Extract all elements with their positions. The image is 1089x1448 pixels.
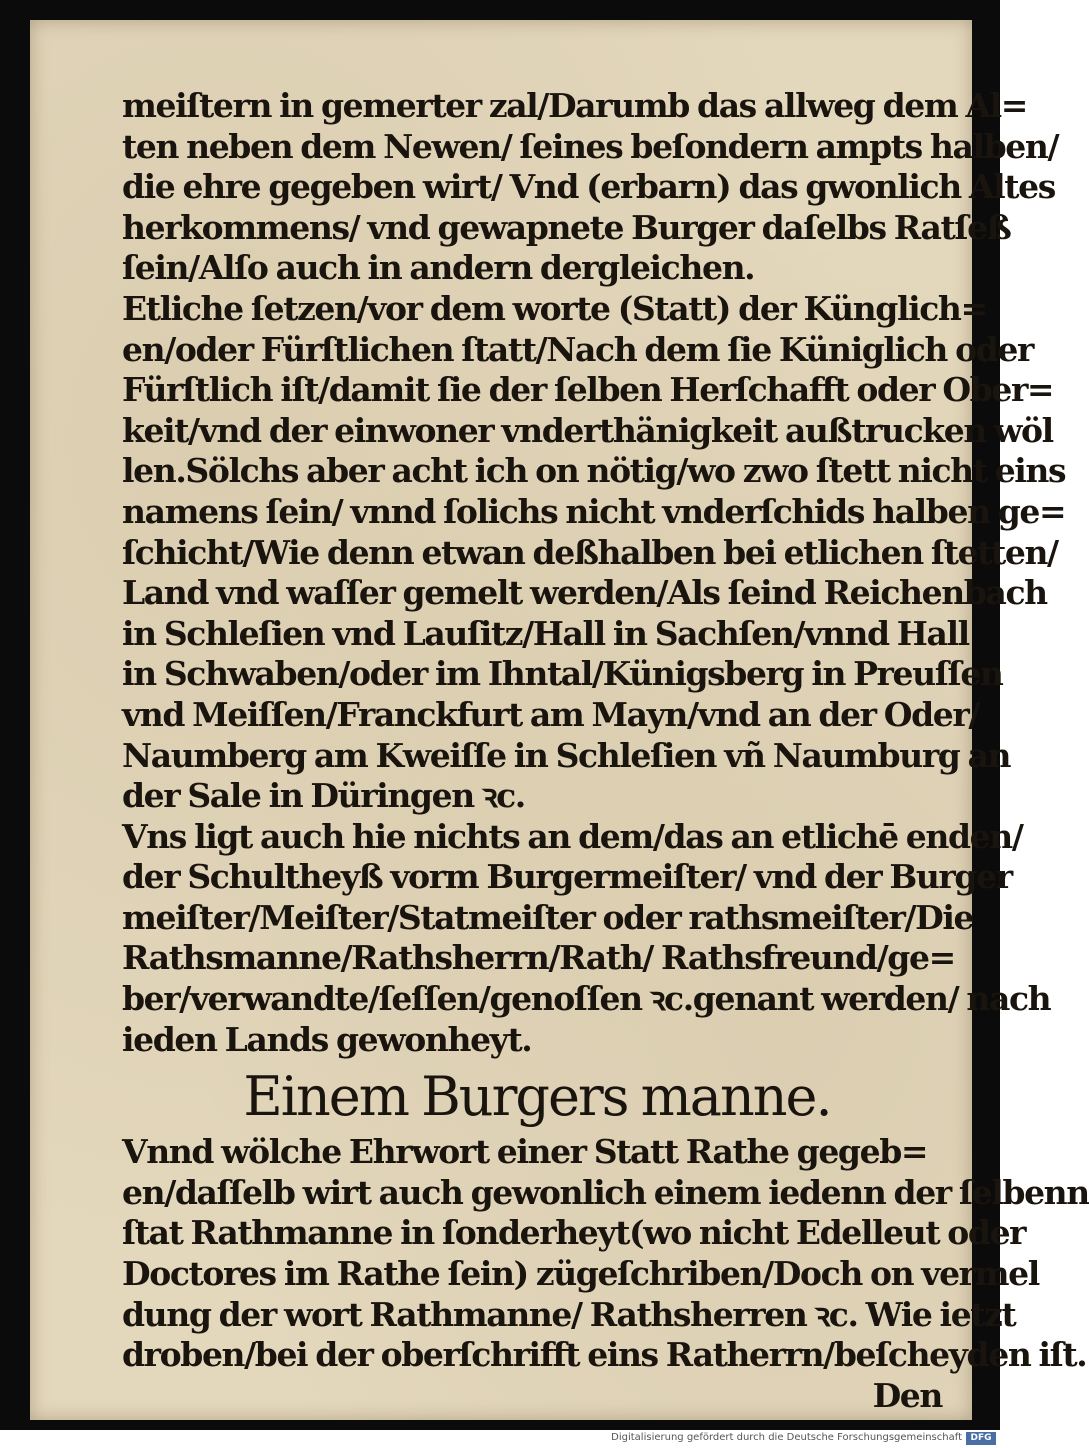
catchword: Den [872,1375,942,1415]
text-line: ſtat Rathmanne in ſonderheyt(wo nicht Edelleut oder [122,1213,1026,1253]
text-line: Vns ligt auch hie nichts an dem/das an etlichē enden/ [122,816,1023,856]
text-line: ſchicht/Wie denn etwan deßhalben bei etlichen ſtetten/ [122,532,1058,572]
footer-bar [0,1430,1000,1448]
text-line: dung der wort Rathmanne/ Rathsherren ꝛc. Wie ietzt [122,1294,1016,1334]
text-line: Doctores im Rathe ſein) zügeſchriben/Doch on vermel [122,1254,1039,1294]
text-line: der Schultheyß vorm Burgermeiſter/ vnd der Burger [122,857,1012,897]
dfg-logo-icon: DFG [966,1432,996,1445]
book-page [30,20,1089,1420]
text-line: Naumberg am Kweiſſe in Schleſien vñ Naumburg an [122,735,1011,775]
text-line: ſein/Alſo auch in andern dergleichen. [122,248,755,288]
text-line: in Schleſien vnd Lauſitz/Hall in Sachſen/vnnd Hall [122,613,969,653]
text-line: herkommens/ vnd gewapnete Burger daſelbs Ratſeß [122,207,1011,247]
text-line: ieden Lands gewonheyt. [122,1019,532,1059]
section-heading: Einem Burgers manne. [243,1065,831,1129]
text-line: Land vnd waſſer gemelt werden/Als ſeind Reichenbach [122,573,1047,613]
text-line: ten neben dem Newen/ ſeines beſondern ampts halben/ [122,126,1059,166]
text-line: der Sale in Düringen ꝛc. [122,776,525,816]
text-line: in Schwaben/oder im Ihntal/Künigsberg in Preuſſen [122,654,1003,694]
text-line: droben/bei der oberſchrifft eins Ratherrn/beſcheyden iſt. [122,1335,1087,1375]
text-line: en/daſſelb wirt auch gewonlich einem iedenn der ſelbenn [122,1172,1089,1212]
page-text [122,86,1089,1416]
text-line: ber/verwandte/ſeſſen/genoſſen ꝛc.genant werden/ nach [122,979,1051,1019]
text-line: meiſtern in gemerter zal/Darumb das allweg dem Al= [122,86,1028,125]
text-line: Vnnd wölche Ehrwort einer Statt Rathe gegeb= [122,1132,928,1172]
text-line: keit/vnd der einwoner vnderthänigkeit außtrucken wöl [122,410,1053,450]
text-line: Fürſtlich iſt/damit ſie der ſelben Herſchafft oder Ober= [122,370,1054,410]
text-line: len.Sölchs aber acht ich on nötig/wo zwo ſtett nicht eins [122,451,1066,491]
text-line: Etliche ſetzen/vor dem worte (Statt) der Künglich= [122,288,987,328]
text-line: meiſter/Meiſter/Statmeiſter oder rathsmeiſter/Die [122,897,974,937]
text-line: die ehre gegeben wirt/ Vnd (erbarn) das gwonlich Altes [122,167,1055,207]
text-line: en/oder Fürſtlichen ſtatt/Nach dem ſie Küniglich oder [122,329,1033,369]
text-line: Rathsmanne/Rathsherrn/Rath/ Rathsfreund/ge= [122,938,955,978]
text-line: namens ſein/ vnnd ſolichs nicht vnderſchids halben ge= [122,491,1066,531]
funding-note: Digitalisierung gefördert durch die Deutsche Forschungsgemeinschaft [611,1432,962,1443]
text-line: vnd Meiſſen/Franckfurt am Mayn/vnd an der Oder/ [122,694,980,734]
